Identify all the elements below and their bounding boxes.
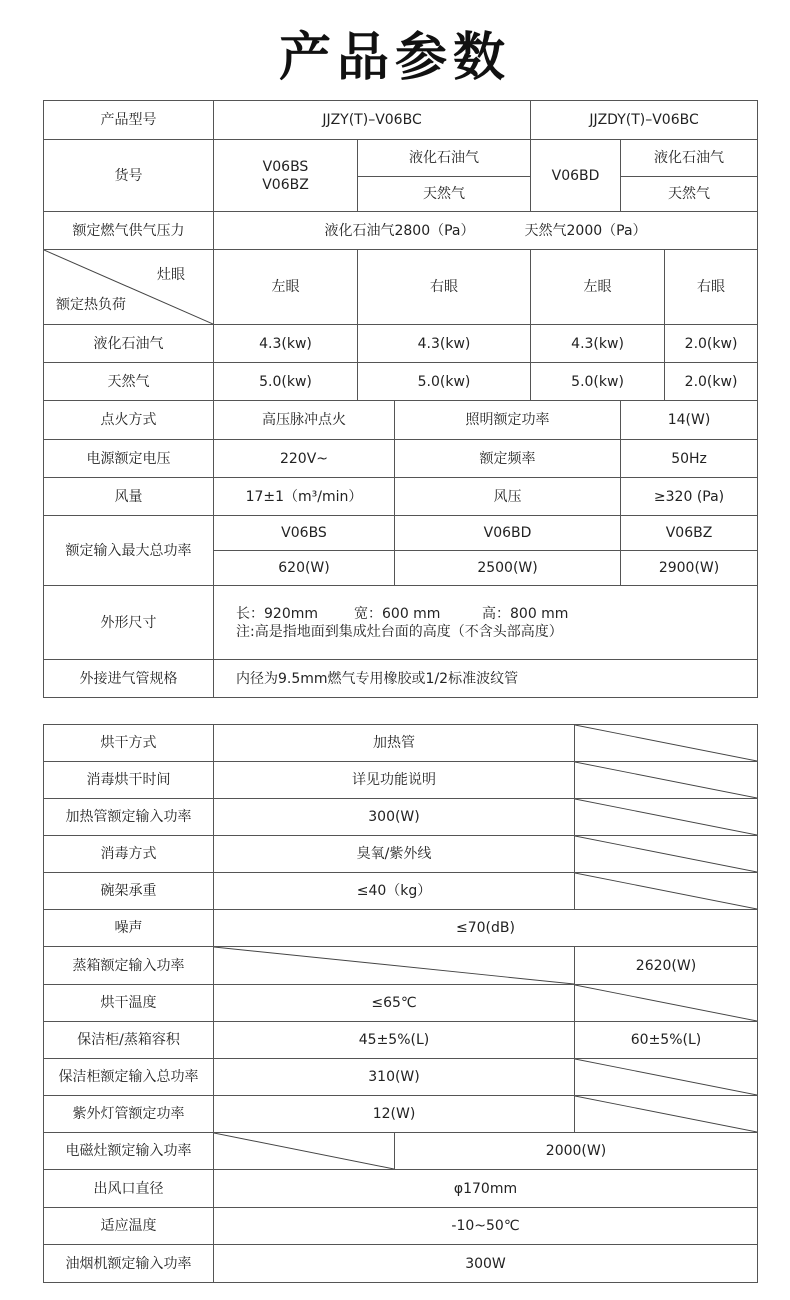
noise-value: ≤70(dB)	[214, 910, 758, 947]
row-value: 加热管	[214, 725, 575, 762]
hood-power-value: 300W	[214, 1245, 758, 1283]
wind-pressure-label: 风压	[395, 478, 621, 516]
max-power-model-2: V06BD	[395, 516, 621, 551]
row-empty-cell	[575, 836, 758, 873]
lpg-b-cells	[531, 325, 758, 363]
dims-line	[214, 605, 757, 623]
lpg-row-label: 液化石油气	[44, 325, 214, 363]
steam-power-label: 蒸箱额定输入功率	[44, 947, 214, 985]
pressure-ng: 天然气2000（Pa）	[524, 222, 647, 239]
col-left-eye-a: 左眼	[214, 250, 358, 325]
goods-b-ng: 天然气	[621, 177, 758, 212]
model-b: JJZDY(T)–V06BC	[531, 101, 758, 140]
row-label: 碗架承重	[44, 873, 214, 910]
volume-label: 保洁柜/蒸箱容积	[44, 1022, 214, 1059]
lpg-val-3: 4.3(kw)	[531, 325, 665, 362]
lpg-val-1: 4.3(kw)	[214, 325, 358, 363]
voltage-label: 电源额定电压	[44, 440, 214, 478]
clean-power-empty	[575, 1059, 758, 1096]
induction-power-label: 电磁灶额定输入功率	[44, 1133, 214, 1170]
hood-power-label: 油烟机额定输入功率	[44, 1245, 214, 1283]
max-power-value-1: 620(W)	[214, 551, 395, 586]
ng-val-2: 5.0(kw)	[358, 363, 531, 401]
dry-temp-empty	[575, 985, 758, 1022]
dims-width: 宽：600 mm	[354, 605, 441, 622]
row-empty-cell	[575, 762, 758, 799]
max-power-model-1: V06BS	[214, 516, 395, 551]
steam-power-value: 2620(W)	[575, 947, 758, 985]
table-row	[44, 725, 758, 762]
ignition-label: 点火方式	[44, 401, 214, 440]
lighting-value: 14(W)	[621, 401, 758, 440]
goods-a-ng: 天然气	[358, 177, 531, 212]
pipe-value: 内径为9.5mm燃气专用橡胶或1/2标准波纹管	[214, 660, 758, 698]
max-power-value-3: 2900(W)	[621, 551, 758, 586]
ng-b-cells	[531, 363, 758, 401]
clean-power-value: 310(W)	[214, 1059, 575, 1096]
goods-b: V06BD	[531, 140, 621, 212]
uv-power-empty	[575, 1096, 758, 1133]
dims-value	[214, 586, 758, 660]
uv-power-value: 12(W)	[214, 1096, 575, 1133]
dims-label: 外形尺寸	[44, 586, 214, 660]
max-power-model-3: V06BZ	[621, 516, 758, 551]
goods-b-lpg: 液化石油气	[621, 140, 758, 177]
max-power-value-2: 2500(W)	[395, 551, 621, 586]
model-a: JJZY(T)–V06BC	[214, 101, 531, 140]
heat-load-header: 额定热负荷	[56, 297, 126, 313]
outlet-value: φ170mm	[214, 1170, 758, 1208]
row-value: 详见功能说明	[214, 762, 575, 799]
induction-power-value: 2000(W)	[395, 1133, 758, 1170]
ng-row-label: 天然气	[44, 363, 214, 401]
temp-value: -10~50℃	[214, 1208, 758, 1245]
ng-val-4: 2.0(kw)	[684, 373, 738, 390]
airflow-label: 风量	[44, 478, 214, 516]
volume-value-b: 60±5%(L)	[575, 1022, 758, 1059]
ignition-value: 高压脉冲点火	[214, 401, 395, 440]
freq-value: 50Hz	[621, 440, 758, 478]
row-empty-cell	[575, 873, 758, 910]
pipe-label: 外接进气管规格	[44, 660, 214, 698]
model-label: 产品型号	[44, 101, 214, 140]
clean-power-label: 保洁柜额定输入总功率	[44, 1059, 214, 1096]
dims-note: 注:高是指地面到集成灶台面的高度（不含头部高度）	[236, 623, 563, 640]
goods-a: V06BS V06BZ	[214, 140, 358, 212]
row-label: 烘干方式	[44, 725, 214, 762]
ng-val-1: 5.0(kw)	[214, 363, 358, 401]
freq-label: 额定频率	[395, 440, 621, 478]
gas-params-table	[43, 100, 758, 698]
induction-power-empty	[214, 1133, 395, 1170]
wind-pressure-value: ≥320 (Pa)	[621, 478, 758, 516]
uv-power-label: 紫外灯管额定功率	[44, 1096, 214, 1133]
stove-eye-header: 灶眼	[157, 267, 185, 283]
col-left-eye-b	[531, 250, 758, 325]
lpg-val-2: 4.3(kw)	[358, 325, 531, 363]
goods-label: 货号	[44, 140, 214, 212]
outlet-label: 出风口直径	[44, 1170, 214, 1208]
row-label: 消毒方式	[44, 836, 214, 873]
row-value: 臭氧/紫外线	[214, 836, 575, 873]
noise-label: 噪声	[44, 910, 214, 947]
left-eye-b: 左眼	[531, 250, 665, 324]
col-right-eye-a: 右眼	[358, 250, 531, 325]
dry-temp-label: 烘干温度	[44, 985, 214, 1022]
airflow-value: 17±1（m³/min）	[214, 478, 395, 516]
table-row	[44, 799, 758, 836]
table-row	[44, 762, 758, 799]
max-power-label: 额定输入最大总功率	[44, 516, 214, 586]
pressure-label: 额定燃气供气压力	[44, 212, 214, 250]
steam-power-empty	[214, 947, 575, 985]
diagonal-header-cell	[44, 250, 214, 325]
table-row	[44, 873, 758, 910]
page-title: 产品参数	[278, 28, 511, 88]
voltage-value: 220V~	[214, 440, 395, 478]
pressure-value	[214, 212, 758, 250]
row-value: 300(W)	[214, 799, 575, 836]
cabinet-params-table	[43, 724, 758, 1283]
row-label: 加热管额定输入功率	[44, 799, 214, 836]
ng-val-3: 5.0(kw)	[531, 363, 665, 400]
dry-temp-value: ≤65℃	[214, 985, 575, 1022]
lpg-val-4: 2.0(kw)	[684, 335, 738, 352]
row-label: 消毒烘干时间	[44, 762, 214, 799]
table-row	[44, 836, 758, 873]
temp-label: 适应温度	[44, 1208, 214, 1245]
goods-a-lpg: 液化石油气	[358, 140, 531, 177]
volume-value-a: 45±5%(L)	[214, 1022, 575, 1059]
row-empty-cell	[575, 799, 758, 836]
dims-length: 长：920mm	[236, 605, 318, 622]
lighting-label: 照明额定功率	[395, 401, 621, 440]
dims-height: 高：800 mm	[482, 605, 569, 622]
right-eye-b: 右眼	[697, 279, 726, 295]
row-empty-cell	[575, 725, 758, 762]
pressure-lpg: 液化石油气2800（Pa）	[324, 222, 475, 239]
row-value: ≤40（kg）	[214, 873, 575, 910]
